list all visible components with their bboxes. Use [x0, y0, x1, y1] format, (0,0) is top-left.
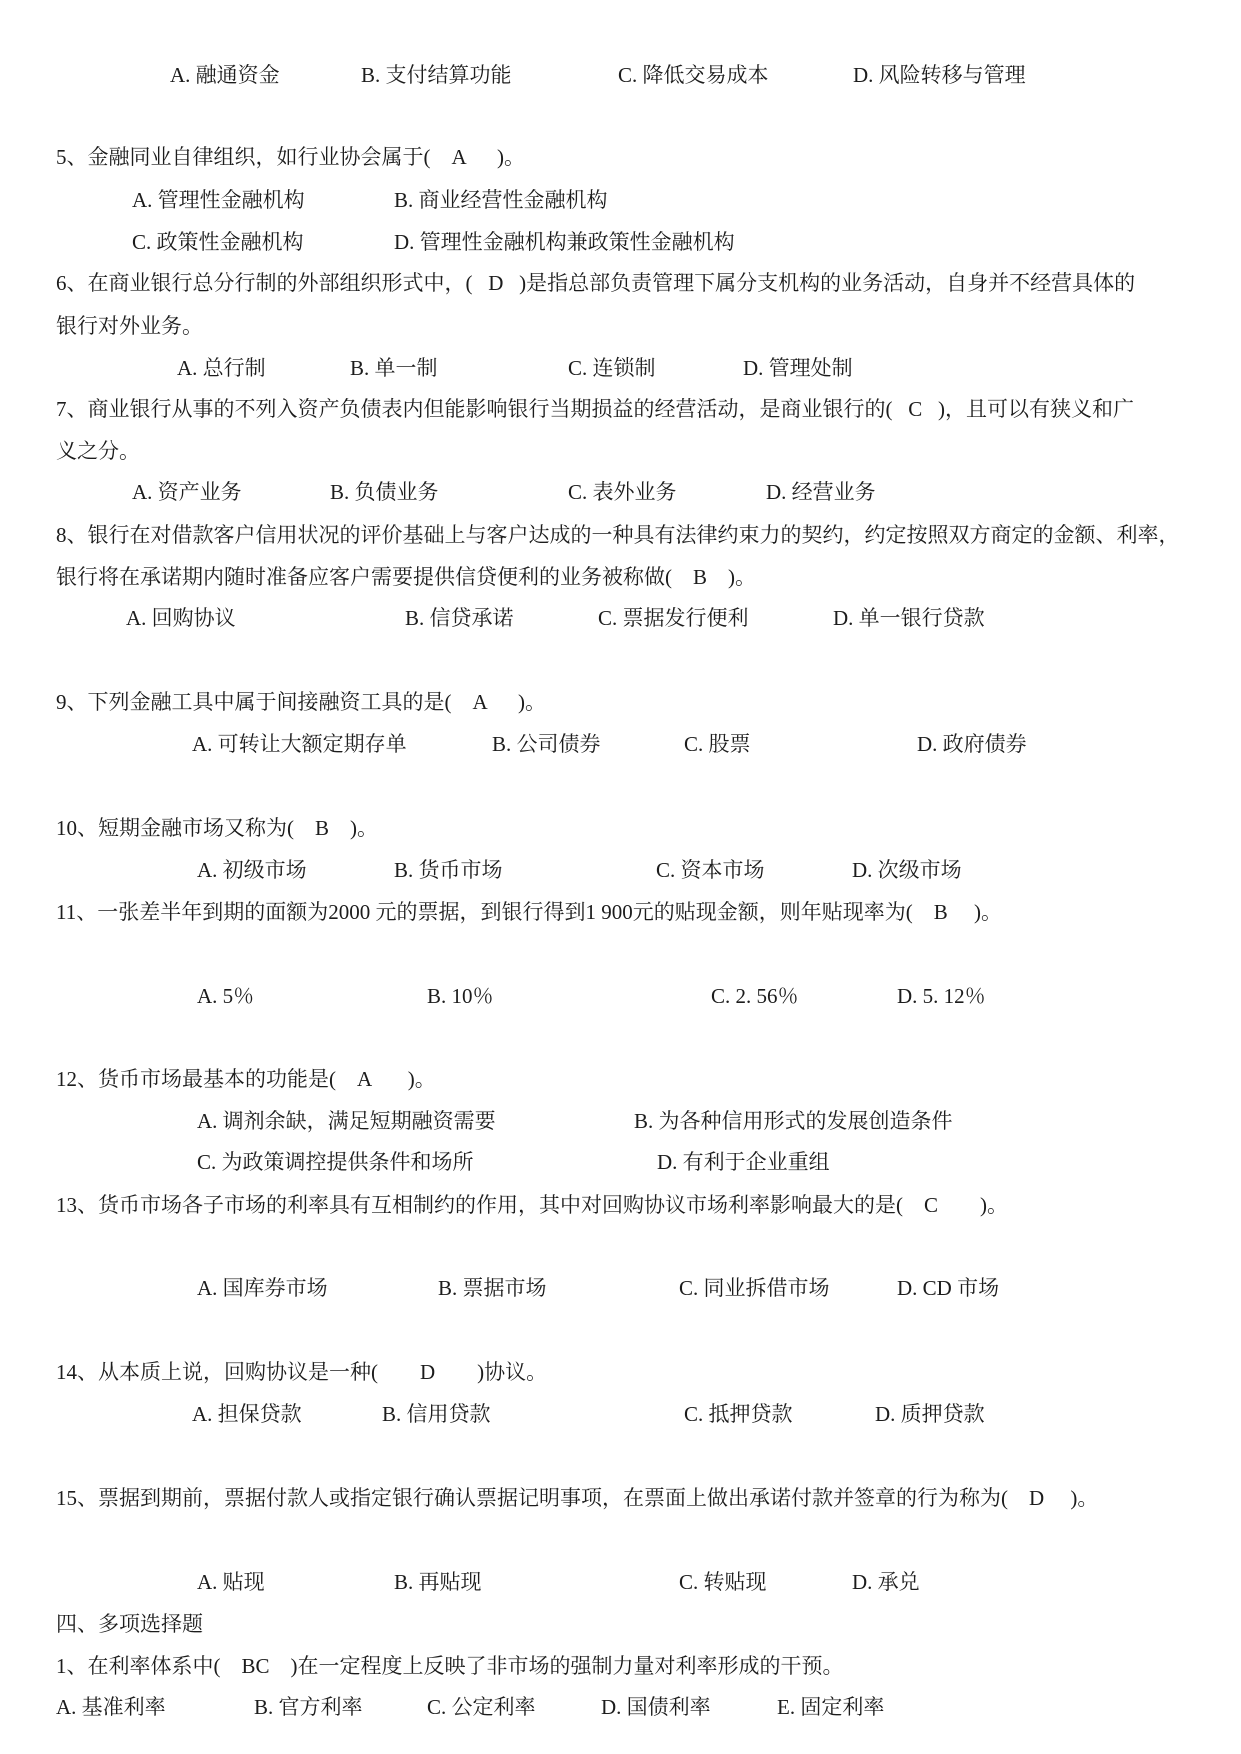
question-6-option-a: A. 总行制 [177, 356, 266, 380]
prev-question-option-b: B. 支付结算功能 [361, 63, 512, 87]
question-7-stem: 7、商业银行从事的不列入资产负债表内但能影响银行当期损益的经营活动，是商业银行的( C )，且可以有狭义和广 [56, 397, 1134, 421]
question-11-option-c: C. 2. 56％ [711, 984, 799, 1008]
question-11-option-b: B. 10％ [427, 984, 494, 1008]
prev-question-option-a: A. 融通资金 [170, 63, 280, 87]
question-9-option-d: D. 政府债券 [917, 732, 1027, 756]
question-12-option-a: A. 调剂余缺，满足短期融资需要 [197, 1109, 496, 1133]
question-14-option-d: D. 质押贷款 [875, 1402, 985, 1426]
question-12-stem: 12、货币市场最基本的功能是( A )。 [56, 1067, 436, 1091]
question-10-option-b: B. 货币市场 [394, 858, 503, 882]
question-5-option-b: B. 商业经营性金融机构 [394, 188, 608, 212]
question-5-option-a: A. 管理性金融机构 [132, 188, 305, 212]
question-5-stem: 5、金融同业自律组织，如行业协会属于( A )。 [56, 145, 525, 169]
question-12-option-b: B. 为各种信用形式的发展创造条件 [634, 1109, 953, 1133]
multi-question-1-option-e: E. 固定利率 [777, 1695, 885, 1719]
question-8-stem-continued: 银行将在承诺期内随时准备应客户需要提供信贷便利的业务被称做( B )。 [56, 565, 756, 589]
question-6-option-d: D. 管理处制 [743, 356, 853, 380]
prev-question-option-c: C. 降低交易成本 [618, 63, 769, 87]
prev-question-option-d: D. 风险转移与管理 [853, 63, 1026, 87]
question-15-option-a: A. 贴现 [197, 1570, 265, 1594]
question-10-option-a: A. 初级市场 [197, 858, 307, 882]
question-14-option-b: B. 信用贷款 [382, 1402, 491, 1426]
question-12-option-c: C. 为政策调控提供条件和场所 [197, 1150, 474, 1174]
question-6-option-b: B. 单一制 [350, 356, 438, 380]
multi-question-1-stem: 1、在利率体系中( BC )在一定程度上反映了非市场的强制力量对利率形成的干预。 [56, 1654, 844, 1678]
question-10-option-c: C. 资本市场 [656, 858, 765, 882]
question-13-option-b: B. 票据市场 [438, 1276, 547, 1300]
question-10-option-d: D. 次级市场 [852, 858, 962, 882]
question-13-stem: 13、货币市场各子市场的利率具有互相制约的作用，其中对回购协议市场利率影响最大的是( C )。 [56, 1193, 1008, 1217]
multi-question-1-option-c: C. 公定利率 [427, 1695, 536, 1719]
question-7-option-a: A. 资产业务 [132, 480, 242, 504]
multi-question-1-option-b: B. 官方利率 [254, 1695, 363, 1719]
question-13-option-a: A. 国库券市场 [197, 1276, 328, 1300]
question-13-option-d: D. CD 市场 [897, 1276, 1000, 1300]
question-7-stem-continued: 义之分。 [56, 439, 140, 463]
question-5-option-c: C. 政策性金融机构 [132, 230, 304, 254]
question-8-option-b: B. 信贷承诺 [405, 606, 514, 630]
question-6-stem: 6、在商业银行总分行制的外部组织形式中，( D )是指总部负责管理下属分支机构的业务活动，自身并不经营具体的 [56, 271, 1136, 295]
question-9-option-b: B. 公司债券 [492, 732, 601, 756]
question-7-option-b: B. 负债业务 [330, 480, 439, 504]
question-14-option-a: A. 担保贷款 [192, 1402, 302, 1426]
question-9-option-c: C. 股票 [684, 732, 751, 756]
question-6-option-c: C. 连锁制 [568, 356, 656, 380]
question-11-option-a: A. 5％ [197, 984, 255, 1008]
question-6-stem-continued: 银行对外业务。 [56, 314, 203, 338]
question-11-stem: 11、一张差半年到期的面额为2000 元的票据，到银行得到1 900元的贴现金额，则年贴现率为( B )。 [56, 900, 1002, 924]
multi-question-1-option-d: D. 国债利率 [601, 1695, 711, 1719]
question-15-option-d: D. 承兑 [852, 1570, 920, 1594]
question-15-option-c: C. 转贴现 [679, 1570, 767, 1594]
question-8-option-d: D. 单一银行贷款 [833, 606, 985, 630]
section-title: 四、多项选择题 [56, 1612, 203, 1636]
question-11-option-d: D. 5. 12％ [897, 984, 986, 1008]
question-14-option-c: C. 抵押贷款 [684, 1402, 793, 1426]
question-15-option-b: B. 再贴现 [394, 1570, 482, 1594]
question-15-stem: 15、票据到期前，票据付款人或指定银行确认票据记明事项，在票面上做出承诺付款并签章的行为称为( D )。 [56, 1486, 1099, 1510]
question-13-option-c: C. 同业拆借市场 [679, 1276, 830, 1300]
question-14-stem: 14、从本质上说，回购协议是一种( D )协议。 [56, 1360, 548, 1384]
question-8-stem: 8、银行在对借款客户信用状况的评价基础上与客户达成的一种具有法律约束力的契约，约定按照双方商定的金额、利率， [56, 523, 1180, 547]
question-7-option-d: D. 经营业务 [766, 480, 876, 504]
question-7-option-c: C. 表外业务 [568, 480, 677, 504]
question-9-option-a: A. 可转让大额定期存单 [192, 732, 407, 756]
question-9-stem: 9、下列金融工具中属于间接融资工具的是( A )。 [56, 690, 546, 714]
question-8-option-c: C. 票据发行便利 [598, 606, 749, 630]
question-12-option-d: D. 有利于企业重组 [657, 1150, 830, 1174]
question-10-stem: 10、短期金融市场又称为( B )。 [56, 816, 378, 840]
multi-question-1-option-a: A. 基准利率 [56, 1695, 166, 1719]
question-5-option-d: D. 管理性金融机构兼政策性金融机构 [394, 230, 735, 254]
question-8-option-a: A. 回购协议 [126, 606, 236, 630]
